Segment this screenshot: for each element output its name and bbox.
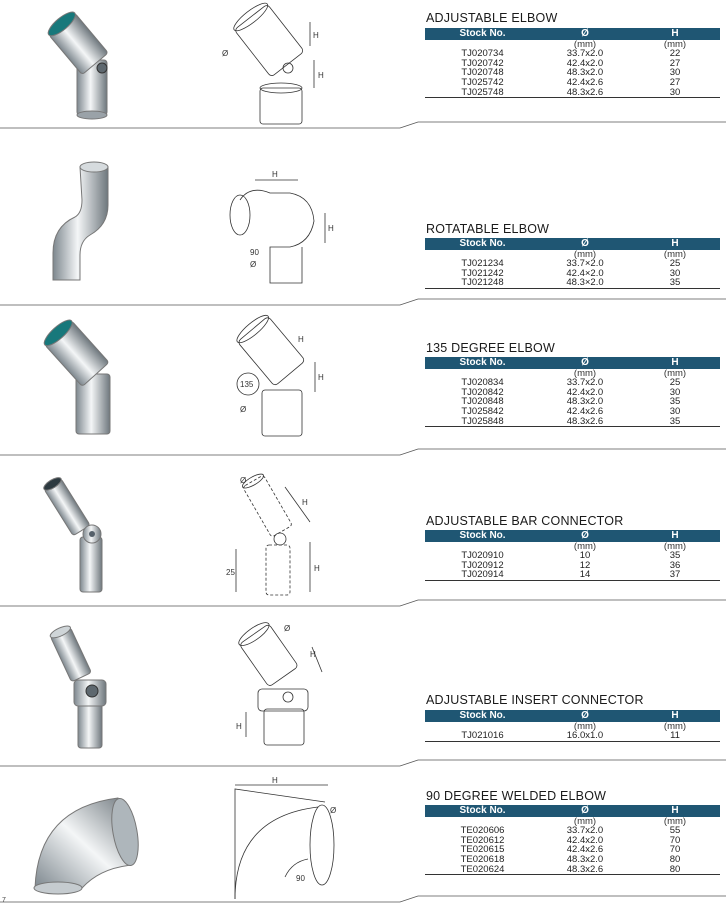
diameter-cell: 33.7x2.0 bbox=[566, 48, 604, 60]
page-number: 7 bbox=[2, 897, 6, 904]
height-cell: 55 bbox=[669, 825, 681, 837]
header-height: H bbox=[630, 357, 720, 369]
height-cell: 27 bbox=[669, 57, 681, 69]
section-divider bbox=[0, 758, 726, 770]
drawing-label: H bbox=[328, 224, 334, 233]
drawing-label: 90 bbox=[250, 248, 259, 257]
adjustable-bar-connector-drawing bbox=[210, 467, 350, 597]
height-cell: 35 bbox=[669, 396, 681, 408]
90-degree-welded-elbow-drawing bbox=[210, 777, 350, 907]
diameter-cell: 10 bbox=[579, 550, 591, 562]
height-cell: 35 bbox=[630, 278, 720, 288]
header-stock-no: Stock No. bbox=[425, 357, 540, 369]
header-height: H bbox=[630, 805, 720, 817]
product-section-135-degree-elbow bbox=[0, 310, 726, 450]
rotatable-elbow-drawing bbox=[210, 155, 350, 285]
stock-no-cell: TE020606 bbox=[460, 825, 505, 837]
header-diameter: Ø bbox=[540, 28, 630, 40]
header-height: H bbox=[630, 530, 720, 542]
height-cell: 30 bbox=[669, 67, 681, 79]
spec-table bbox=[425, 28, 720, 98]
unit-cell: (mm) bbox=[573, 540, 597, 552]
drawing-label: H bbox=[236, 722, 242, 731]
stock-no-cell: TJ020748 bbox=[461, 67, 504, 79]
height-cell: 30 bbox=[669, 267, 681, 279]
section-divider bbox=[0, 297, 726, 309]
adjustable-insert-connector-drawing bbox=[210, 617, 350, 747]
height-cell: 35 bbox=[630, 417, 720, 427]
drawing-label: H bbox=[272, 777, 278, 785]
drawing-label: 90 bbox=[296, 874, 305, 883]
drawing-label: Ø bbox=[330, 806, 337, 815]
unit-cell: (mm) bbox=[663, 248, 687, 260]
stock-no-cell: TJ020914 bbox=[425, 570, 540, 580]
stock-no-cell: TE020624 bbox=[425, 865, 540, 875]
table-row bbox=[425, 417, 720, 427]
drawing-label: Ø bbox=[284, 624, 291, 633]
height-cell: 27 bbox=[669, 76, 681, 88]
section-divider bbox=[0, 120, 726, 132]
diameter-cell: 48.3x2.6 bbox=[540, 865, 630, 875]
diameter-cell: 42.4x2.6 bbox=[566, 844, 604, 856]
header-stock-no: Stock No. bbox=[425, 28, 540, 40]
unit-cell: (mm) bbox=[573, 38, 597, 50]
drawing-label: H bbox=[318, 71, 324, 80]
spec-table bbox=[425, 805, 720, 875]
diameter-cell: 48.3x2.6 bbox=[540, 88, 630, 98]
drawing-label: H bbox=[298, 335, 304, 344]
height-cell: 36 bbox=[669, 559, 681, 571]
diameter-cell: 48.3x2.0 bbox=[566, 853, 604, 865]
diameter-cell: 42.4x2.0 bbox=[566, 386, 604, 398]
product-title: 135 DEGREE ELBOW bbox=[426, 341, 555, 355]
diameter-cell: 48.3×2.0 bbox=[540, 278, 630, 288]
stock-no-cell: TJ021016 bbox=[425, 731, 540, 741]
adjustable-elbow-photo bbox=[20, 0, 150, 130]
drawing-label: H bbox=[318, 373, 324, 382]
stock-no-cell: TJ020842 bbox=[461, 386, 504, 398]
stock-no-cell: TJ025842 bbox=[461, 405, 504, 417]
135-degree-elbow-photo bbox=[20, 312, 150, 442]
diameter-cell: 48.3x2.6 bbox=[540, 417, 630, 427]
unit-cell: (mm) bbox=[663, 540, 687, 552]
product-title: ROTATABLE ELBOW bbox=[426, 222, 550, 236]
drawing-label: H bbox=[310, 650, 316, 659]
header-height: H bbox=[630, 238, 720, 250]
height-cell: 25 bbox=[669, 258, 681, 270]
drawing-label: H bbox=[313, 31, 319, 40]
stock-no-cell: TJ020848 bbox=[461, 396, 504, 408]
header-diameter: Ø bbox=[540, 710, 630, 722]
spec-table bbox=[425, 357, 720, 427]
spec-table bbox=[425, 710, 720, 742]
height-cell: 30 bbox=[630, 88, 720, 98]
header-stock-no: Stock No. bbox=[425, 238, 540, 250]
drawing-label: H bbox=[302, 498, 308, 507]
rotatable-elbow-photo bbox=[20, 155, 150, 285]
height-cell: 80 bbox=[630, 865, 720, 875]
drawing-label: Ø bbox=[240, 476, 247, 485]
product-section-adjustable-insert-connector bbox=[0, 615, 726, 765]
header-stock-no: Stock No. bbox=[425, 530, 540, 542]
height-cell: 30 bbox=[669, 405, 681, 417]
diameter-cell: 33.7x2.0 bbox=[566, 825, 604, 837]
diameter-cell: 42.4x2.6 bbox=[566, 405, 604, 417]
height-cell: 11 bbox=[630, 731, 720, 741]
diameter-cell: 42.4x2.0 bbox=[566, 57, 604, 69]
product-title: ADJUSTABLE ELBOW bbox=[426, 11, 558, 25]
header-stock-no: Stock No. bbox=[425, 805, 540, 817]
header-diameter: Ø bbox=[540, 238, 630, 250]
table-row bbox=[425, 570, 720, 580]
product-section-adjustable-bar-connector bbox=[0, 462, 726, 602]
header-stock-no: Stock No. bbox=[425, 710, 540, 722]
unit-cell: (mm) bbox=[573, 720, 597, 732]
stock-no-cell: TJ020912 bbox=[461, 559, 504, 571]
diameter-cell: 33.7x2.0 bbox=[566, 377, 604, 389]
height-cell: 70 bbox=[669, 834, 681, 846]
section-divider bbox=[0, 598, 726, 610]
unit-cell: (mm) bbox=[573, 367, 597, 379]
stock-no-cell: TE020618 bbox=[460, 853, 505, 865]
unit-cell: (mm) bbox=[663, 815, 687, 827]
diameter-cell: 42.4×2.0 bbox=[566, 267, 604, 279]
table-row bbox=[425, 278, 720, 288]
diameter-cell: 33.7×2.0 bbox=[566, 258, 604, 270]
unit-cell: (mm) bbox=[573, 815, 597, 827]
product-title: ADJUSTABLE INSERT CONNECTOR bbox=[426, 693, 644, 707]
stock-no-cell: TE020612 bbox=[460, 834, 505, 846]
table-row bbox=[425, 731, 720, 741]
section-divider bbox=[0, 894, 726, 906]
unit-cell: (mm) bbox=[663, 367, 687, 379]
spec-table bbox=[425, 238, 720, 289]
diameter-cell: 42.4x2.6 bbox=[566, 76, 604, 88]
90-degree-welded-elbow-photo bbox=[20, 770, 150, 900]
height-cell: 37 bbox=[630, 570, 720, 580]
stock-no-cell: TJ020834 bbox=[461, 377, 504, 389]
product-title: 90 DEGREE WELDED ELBOW bbox=[426, 789, 607, 803]
product-section-rotatable-elbow bbox=[0, 150, 726, 300]
adjustable-bar-connector-photo bbox=[20, 472, 150, 602]
product-title: ADJUSTABLE BAR CONNECTOR bbox=[426, 514, 624, 528]
stock-no-cell: TJ021242 bbox=[461, 267, 504, 279]
adjustable-insert-connector-photo bbox=[20, 625, 150, 755]
product-section-adjustable-elbow bbox=[0, 0, 726, 130]
spec-table bbox=[425, 530, 720, 581]
diameter-cell: 14 bbox=[540, 570, 630, 580]
stock-no-cell: TJ020742 bbox=[461, 57, 504, 69]
stock-no-cell: TJ020910 bbox=[461, 550, 504, 562]
height-cell: 35 bbox=[669, 550, 681, 562]
header-diameter: Ø bbox=[540, 357, 630, 369]
unit-cell: (mm) bbox=[663, 720, 687, 732]
stock-no-cell: TJ020734 bbox=[461, 48, 504, 60]
stock-no-cell: TJ021248 bbox=[425, 278, 540, 288]
adjustable-elbow-drawing bbox=[210, 0, 350, 130]
diameter-cell: 16.0x1.0 bbox=[540, 731, 630, 741]
unit-cell: (mm) bbox=[573, 248, 597, 260]
section-divider bbox=[0, 447, 726, 459]
height-cell: 22 bbox=[669, 48, 681, 60]
height-cell: 70 bbox=[669, 844, 681, 856]
header-height: H bbox=[630, 28, 720, 40]
diameter-cell: 42.4x2.0 bbox=[566, 834, 604, 846]
height-cell: 30 bbox=[669, 386, 681, 398]
table-row bbox=[425, 88, 720, 98]
header-diameter: Ø bbox=[540, 530, 630, 542]
height-cell: 25 bbox=[669, 377, 681, 389]
stock-no-cell: TJ025848 bbox=[425, 417, 540, 427]
stock-no-cell: TJ025742 bbox=[461, 76, 504, 88]
drawing-label: Ø bbox=[240, 405, 247, 414]
header-diameter: Ø bbox=[540, 805, 630, 817]
drawing-label: H bbox=[314, 564, 320, 573]
drawing-label: H bbox=[272, 170, 278, 179]
stock-no-cell: TE020615 bbox=[460, 844, 505, 856]
135-degree-elbow-drawing bbox=[210, 312, 350, 442]
stock-no-cell: TJ021234 bbox=[461, 258, 504, 270]
drawing-label: Ø bbox=[250, 260, 257, 269]
diameter-cell: 48.3x2.0 bbox=[566, 67, 604, 79]
drawing-label: 25 bbox=[226, 568, 235, 577]
unit-cell: (mm) bbox=[663, 38, 687, 50]
diameter-cell: 48.3x2.0 bbox=[566, 396, 604, 408]
table-row bbox=[425, 865, 720, 875]
product-section-90-degree-welded-elbow bbox=[0, 772, 726, 902]
header-height: H bbox=[630, 710, 720, 722]
height-cell: 80 bbox=[669, 853, 681, 865]
drawing-label: 135 bbox=[240, 380, 254, 389]
diameter-cell: 12 bbox=[579, 559, 591, 571]
drawing-label: Ø bbox=[222, 49, 229, 58]
stock-no-cell: TJ025748 bbox=[425, 88, 540, 98]
